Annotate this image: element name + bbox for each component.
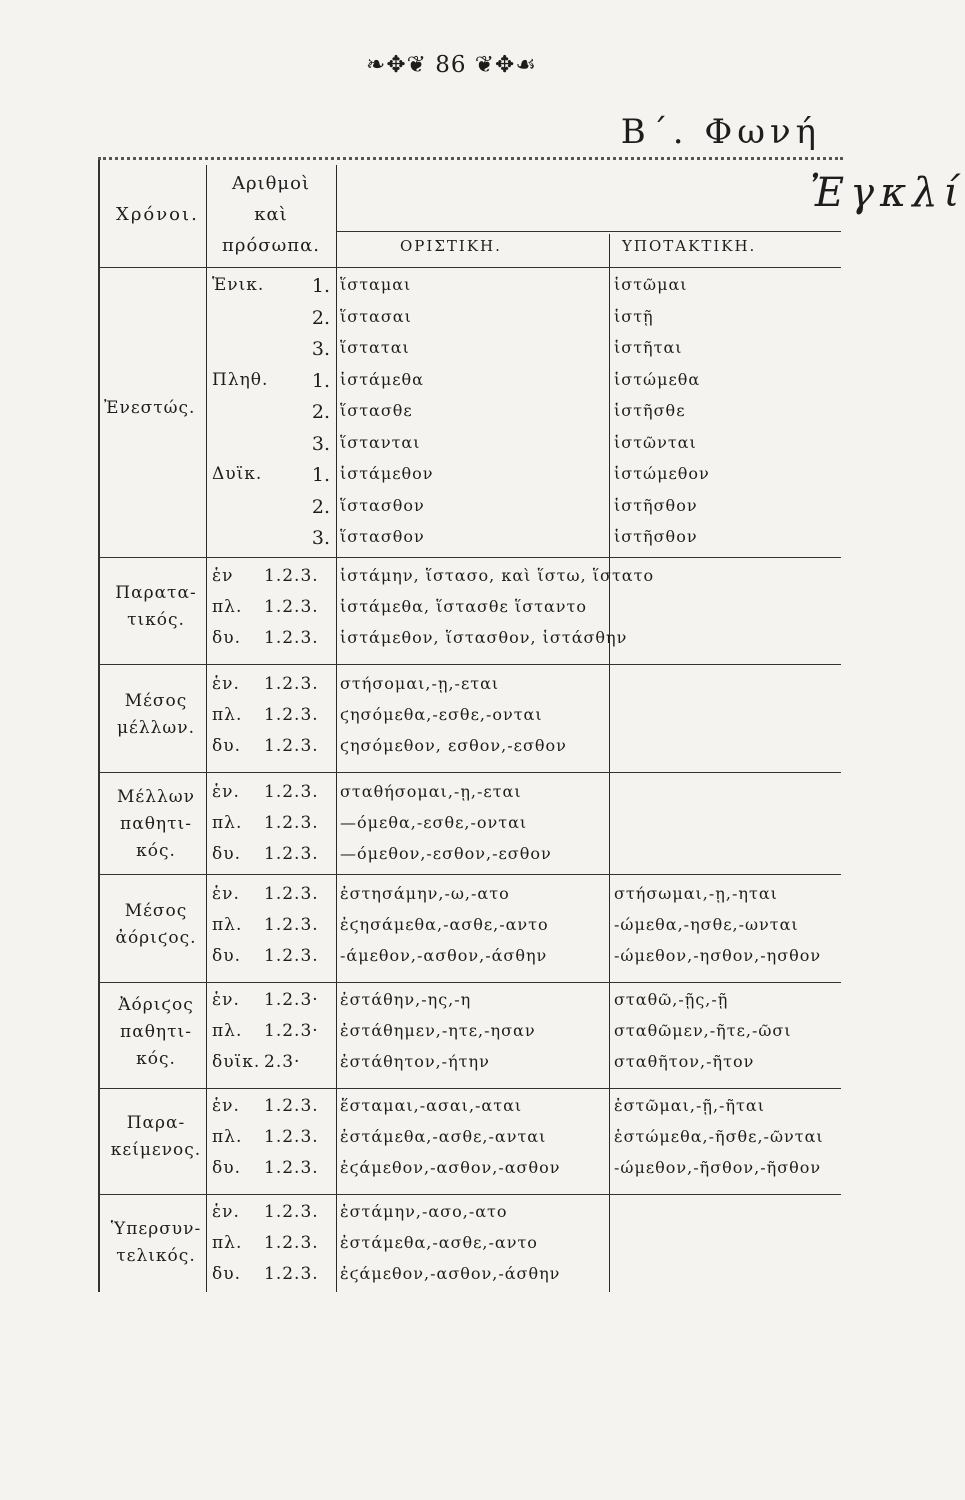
person-numbers: 1.2.3. — [264, 597, 319, 617]
person-number: 1. — [311, 369, 330, 392]
person-numbers: 2.3· — [264, 1052, 301, 1072]
person-numbers: 1.2.3. — [264, 1127, 319, 1147]
left-border — [98, 160, 100, 1292]
number-label: Ἑνικ. — [212, 275, 265, 295]
person-numbers: 1.2.3. — [264, 566, 319, 586]
ornament-right: ❦✥☙ — [466, 52, 537, 78]
person-numbers: 1.2.3. — [264, 1202, 319, 1222]
indicative-form: στήσομαι,-ῃ,-εται — [340, 674, 500, 693]
tense-label: Παρα- — [126, 1113, 186, 1133]
tense-label: κός. — [136, 841, 176, 861]
subjunctive-form: ἱστώμεθον — [614, 464, 710, 483]
subjunctive-form: -ώμεθον,-ῆσθον,-ῆσθον — [614, 1158, 822, 1177]
indicative-form: ἐστάμεθα,-ασθε,-ανται — [340, 1127, 547, 1146]
tense-label: Μέσος — [124, 691, 188, 711]
indicative-form: ἵστανται — [340, 432, 421, 452]
subjunctive-form: ἱστῶμαι — [614, 275, 688, 294]
col-divider-persons — [336, 165, 337, 1292]
indicative-form: ἱστάμεθον — [340, 464, 434, 483]
indicative-form: ἐστάθην,-ης,-η — [340, 990, 472, 1009]
subjunctive-form: ἱστώμεθα — [614, 369, 701, 389]
row-divider — [100, 1194, 841, 1195]
header-and-line: καὶ — [254, 204, 288, 225]
indicative-form: ϛησόμεθον, εσθον,-εσθον — [340, 736, 567, 755]
row-divider — [100, 557, 841, 558]
number-label: δυ. — [212, 844, 241, 864]
indicative-form: ἐϛάμεθον,-ασθον,-ασθον — [340, 1158, 561, 1177]
indicative-form: ἐστάθημεν,-ητε,-ησαν — [340, 1021, 536, 1040]
number-label: πλ. — [212, 1127, 243, 1147]
subjunctive-form: -ώμεθον,-ησθον,-ησθον — [614, 946, 822, 965]
header-mood-title: Ἐγκλί — [810, 170, 965, 216]
indicative-form: —όμεθον,-εσθον,-εσθον — [340, 844, 552, 863]
header-tenses: Χρόνοι. — [116, 204, 199, 225]
ornament-left: ❧✥❦ — [366, 52, 436, 78]
person-numbers: 1.2.3. — [264, 736, 319, 756]
person-number: 1. — [311, 464, 330, 486]
header-subjunctive: ΥΠΟΤΑΚΤΙΚΗ. — [622, 237, 757, 255]
number-label: δυ. — [212, 1158, 241, 1178]
header-indicative: ΟΡΙΣΤΙΚΗ. — [400, 237, 502, 255]
indicative-form: ἵστασθον — [340, 527, 425, 546]
tense-label: Μέσος — [124, 901, 188, 921]
tense-label-present: Ἐνεστώς. — [104, 398, 196, 418]
person-numbers: 1.2.3. — [264, 1264, 319, 1284]
indicative-form: ἐστάθητον,-ήτην — [340, 1052, 490, 1071]
number-label: ἑν. — [212, 674, 240, 694]
subjunctive-form: ἱστῆται — [614, 338, 683, 357]
person-numbers: 1.2.3· — [264, 990, 319, 1010]
tense-label: Ἀόριϛος — [118, 995, 194, 1015]
person-numbers: 1.2.3. — [264, 946, 319, 966]
subjunctive-form: ἱστῇ — [614, 306, 654, 326]
page-number: 86 — [435, 52, 467, 78]
indicative-form: ἵσταται — [340, 338, 410, 357]
indicative-form: ἐϛησάμεθα,-ασθε,-αντο — [340, 915, 549, 934]
person-numbers: 1.2.3. — [264, 782, 319, 802]
indicative-form: ϛησόμεθα,-εσθε,-ονται — [340, 705, 543, 724]
person-numbers: 1.2.3. — [264, 674, 319, 694]
header-numbers-line: Αριθμοὶ — [231, 173, 311, 194]
number-label: ἑν. — [212, 782, 240, 802]
indicative-form: ἱστάμεθον, ἵστασθον, ἱστάσθην — [340, 628, 628, 647]
number-label: πλ. — [212, 915, 243, 935]
header-bottom-line — [100, 267, 841, 268]
tense-label: Παρατα- — [115, 583, 197, 603]
indicative-form: ἵστασθον — [340, 495, 425, 515]
person-number: 1. — [311, 275, 330, 297]
indicative-form: ἱστάμεθα, ἵστασθε ἵσταντο — [340, 597, 587, 616]
subjunctive-form: ἑστώμεθα,-ῆσθε,-ῶνται — [614, 1127, 824, 1146]
subjunctive-form: στήσωμαι,-ῃ,-ηται — [614, 884, 778, 903]
number-label: πλ. — [212, 705, 243, 725]
indicative-form: -άμεθον,-ασθον,-άσθην — [340, 946, 548, 965]
number-label: δυ. — [212, 946, 241, 966]
subjunctive-form: ἑστῶμαι,-ῇ,-ῆται — [614, 1096, 765, 1115]
person-number: 2. — [311, 401, 330, 423]
indicative-form: ἐϛάμεθον,-ασθον,-άσθην — [340, 1264, 561, 1283]
indicative-form: ἑστάμην,-ασο,-ατο — [340, 1202, 508, 1221]
person-number: 3. — [311, 527, 330, 549]
indicative-form: ἵστασαι — [340, 306, 412, 326]
number-label: ἑν. — [212, 1202, 240, 1222]
tense-label: ἀόριϛος. — [115, 928, 197, 948]
person-numbers: 1.2.3. — [264, 844, 319, 864]
number-label: Δυϊκ. — [212, 464, 263, 484]
number-label: ἑν. — [212, 990, 240, 1010]
row-divider — [100, 1088, 841, 1089]
person-numbers: 1.2.3. — [264, 813, 319, 833]
indicative-form: σταθήσομαι,-ῃ,-εται — [340, 782, 522, 801]
person-numbers: 1.2.3. — [264, 1096, 319, 1116]
person-numbers: 1.2.3. — [264, 628, 319, 648]
header-mood-line — [336, 231, 841, 232]
person-numbers: 1.2.3. — [264, 1158, 319, 1178]
number-label: πλ. — [212, 1233, 243, 1253]
subjunctive-form: -ώμεθα,-ησθε,-ωνται — [614, 915, 799, 934]
header-numbers-persons — [206, 168, 336, 261]
number-label: δυ. — [212, 628, 241, 648]
header-persons-line: πρόσωπα. — [222, 235, 320, 256]
person-numbers: 1.2.3. — [264, 705, 319, 725]
subjunctive-form: σταθῶ,-ῇς,-ῇ — [614, 990, 729, 1009]
subjunctive-form: σταθῶμεν,-ῆτε,-ῶσι — [614, 1021, 792, 1040]
tense-label: κείμενος. — [110, 1140, 202, 1160]
row-divider — [100, 982, 841, 983]
number-label: δυϊκ. — [212, 1052, 261, 1072]
indicative-form: ἵσταμαι — [340, 275, 412, 294]
tense-label: Ὑπερσυν- — [110, 1219, 202, 1239]
subjunctive-form: ἱστῆσθον — [614, 495, 698, 515]
number-label: πλ. — [212, 1021, 243, 1041]
indicative-form: ἐστάμεθα,-ασθε,-αντο — [340, 1233, 538, 1252]
row-divider — [100, 664, 841, 665]
indicative-form: ἐστησάμην,-ω,-ατο — [340, 884, 510, 903]
subjunctive-form: ἱστῆσθον — [614, 527, 698, 546]
person-numbers: 1.2.3. — [264, 884, 319, 904]
number-label: δυ. — [212, 1264, 241, 1284]
subjunctive-form: ἱστῶνται — [614, 432, 697, 452]
subjunctive-form: σταθῆτον,-ῆτον — [614, 1052, 755, 1071]
person-numbers: 1.2.3. — [264, 915, 319, 935]
top-rule — [98, 157, 843, 160]
tense-label: τελικός. — [116, 1246, 196, 1266]
tense-label: μέλλων. — [116, 718, 195, 738]
number-label: δυ. — [212, 736, 241, 756]
number-label: Πληθ. — [212, 369, 269, 390]
indicative-form: ἱστάμεθα — [340, 369, 424, 389]
person-numbers: 1.2.3· — [264, 1021, 319, 1041]
tense-label: παθητι- — [120, 1022, 192, 1042]
person-number: 3. — [311, 432, 330, 455]
subjunctive-form: ἱστῆσθε — [614, 401, 686, 420]
tense-label: Μέλλων — [117, 787, 195, 807]
number-label: ἑν — [212, 566, 234, 586]
person-number: 3. — [311, 338, 330, 360]
number-label: ἑν. — [212, 1096, 240, 1116]
number-label: πλ. — [212, 597, 243, 617]
voice-title: Β΄. Φωνή — [620, 112, 821, 152]
tense-label: παθητι- — [120, 814, 192, 834]
tense-label: τικός. — [127, 610, 185, 630]
indicative-form: ἕσταμαι,-ασαι,-αται — [340, 1096, 523, 1115]
row-divider — [100, 772, 841, 773]
person-numbers: 1.2.3. — [264, 1233, 319, 1253]
indicative-form: ἱστάμην, ἵστασο, καὶ ἵστω, ἵστατο — [340, 566, 655, 585]
number-label: πλ. — [212, 813, 243, 833]
page-number-line — [0, 52, 903, 78]
tense-label: κός. — [136, 1049, 176, 1069]
indicative-form: ἵστασθε — [340, 401, 413, 420]
col-divider-moods — [609, 234, 610, 1292]
person-number: 2. — [311, 495, 330, 518]
person-number: 2. — [311, 306, 330, 329]
number-label: ἑν. — [212, 884, 240, 904]
indicative-form: —όμεθα,-εσθε,-ονται — [340, 813, 528, 832]
row-divider — [100, 874, 841, 875]
